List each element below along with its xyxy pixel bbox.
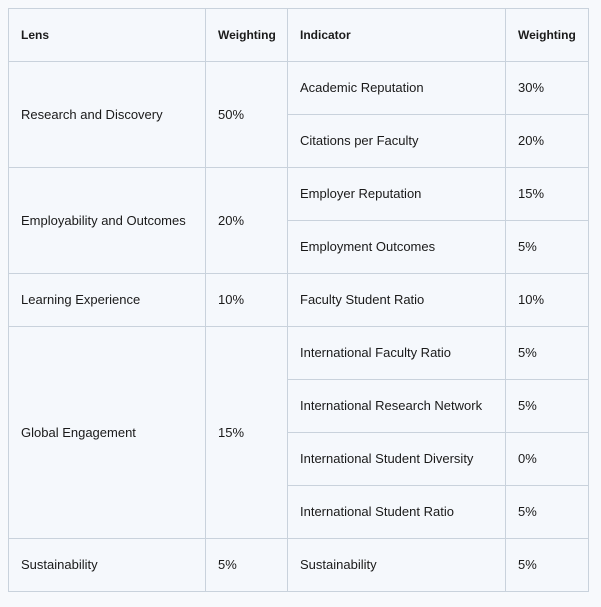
indicator-weighting-cell: 5% <box>506 327 589 380</box>
lens-weighting-cell: 15% <box>206 327 288 539</box>
lens-weighting-cell: 5% <box>206 539 288 592</box>
lens-cell[interactable]: Employability and Outcomes <box>9 168 206 274</box>
indicator-cell[interactable]: Employment Outcomes <box>288 221 506 274</box>
indicator-weighting-cell: 15% <box>506 168 589 221</box>
indicator-column-header: Indicator <box>288 9 506 62</box>
indicator-weighting-cell: 5% <box>506 221 589 274</box>
table-header <box>9 9 589 62</box>
indicator-cell[interactable]: Citations per Faculty <box>288 115 506 168</box>
indicator-weighting-cell: 5% <box>506 380 589 433</box>
table-row <box>9 327 589 380</box>
indicator-cell[interactable]: International Student Diversity <box>288 433 506 486</box>
lens-cell[interactable]: Research and Discovery <box>9 62 206 168</box>
indicator-cell[interactable]: International Faculty Ratio <box>288 327 506 380</box>
weighting-table <box>8 8 589 592</box>
lens-cell[interactable]: Learning Experience <box>9 274 206 327</box>
table-row <box>9 274 589 327</box>
lens-weighting-cell: 50% <box>206 62 288 168</box>
header-row <box>9 9 589 62</box>
lens-column-header: Lens <box>9 9 206 62</box>
table-row <box>9 62 589 115</box>
indicator-cell[interactable]: International Research Network <box>288 380 506 433</box>
indicator-cell[interactable]: Faculty Student Ratio <box>288 274 506 327</box>
indicator-weighting-cell: 5% <box>506 539 589 592</box>
lens-weighting-cell: 10% <box>206 274 288 327</box>
lens-cell[interactable]: Global Engagement <box>9 327 206 539</box>
indicator-cell[interactable]: Academic Reputation <box>288 62 506 115</box>
indicator-weighting-cell: 20% <box>506 115 589 168</box>
indicator-cell[interactable]: International Student Ratio <box>288 486 506 539</box>
table-row <box>9 539 589 592</box>
table-row <box>9 168 589 221</box>
indicator-weighting-cell: 0% <box>506 433 589 486</box>
indicator-weighting-cell: 30% <box>506 62 589 115</box>
lens-weighting-cell: 20% <box>206 168 288 274</box>
indicator-weighting-cell: 5% <box>506 486 589 539</box>
indicator-weighting-column-header: Weighting <box>506 9 589 62</box>
indicator-weighting-cell: 10% <box>506 274 589 327</box>
table-body <box>9 62 589 592</box>
indicator-cell[interactable]: Employer Reputation <box>288 168 506 221</box>
lens-weighting-column-header: Weighting <box>206 9 288 62</box>
lens-cell: Sustainability <box>9 539 206 592</box>
indicator-cell[interactable]: Sustainability <box>288 539 506 592</box>
